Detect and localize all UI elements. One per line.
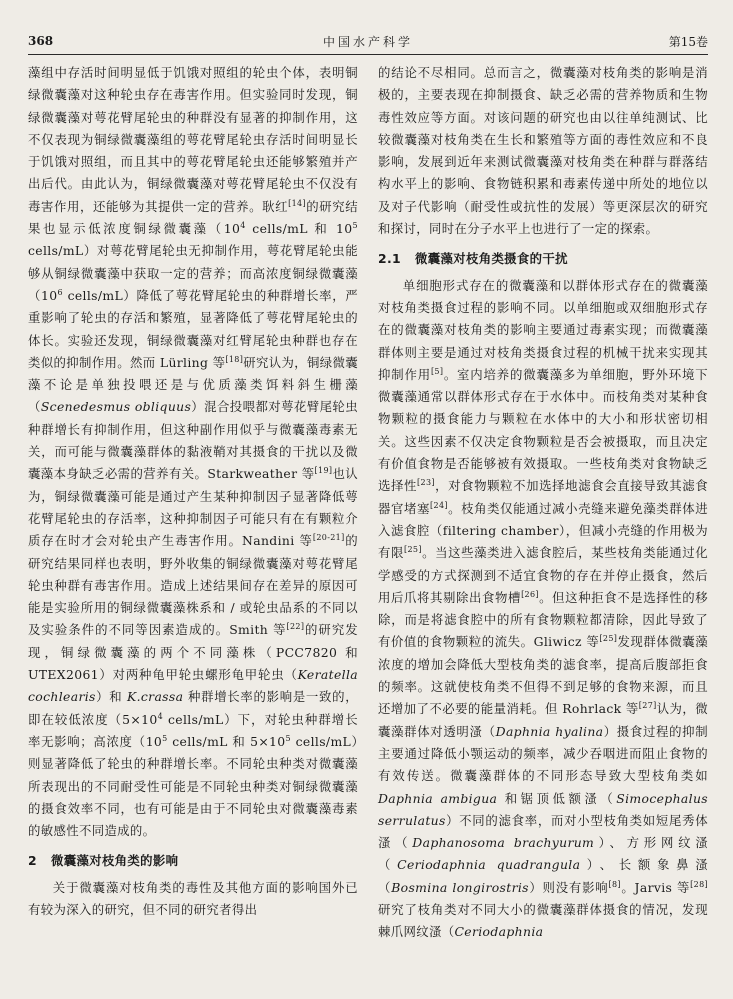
paragraph-continued: 的结论不尽相同。总而言之，微囊藻对枝角类的影响是消极的，主要表现在抑制摄食、缺乏必需的营养物质和生物毒性效应等方面。对该问题的研究也由以往单纯测试、比较微囊藻对枝角类在生长和繁殖等方面的毒性效应和不良影响，发展到近年来测试微囊藻对枝角类在种群与群落结构水平上的影响、食物链积累和毒素传递中所处的地位以及对子代影响（耐受性或抗性的发展）等更深层次的研究和探讨，同时在分子水平上也进行了一定的探索。 [378, 65, 708, 237]
page-number: 368 [28, 34, 54, 48]
paragraph: 单细胞形式存在的微囊藻和以群体形式存在的微囊藻对枝角类摄食过程的影响不同。以单细胞或双细胞形式存在的微囊藻对枝角类的影响主要通过毒素实现；而微囊藻群体则主要是通过对枝角类摄食过程的机械干扰来实现其抑制作用[5]。室内培养的微囊藻多为单细胞，野外环境下微囊藻通常以群体形式存在于水体中。而枝角类对某种食物颗粒的摄食能力与颗粒在水体中的大小和形状密切相关。这些因素不仅决定食物颗粒是否会被摄取，而且决定有价值食物是否能够被有效摄取。一些枝角类对食物缺乏选择性[23]，对食物颗粒不加选择地滤食会直接导致其滤食器官堵塞[24]。枝角类仅能通过减小壳缝来避免藻类群体进入滤食腔（filtering chamber），但减小壳缝的作用极为有限[25]。当这些藻类进入滤食腔后，某些枝角类能通过化学感受的方式探测到不适宜食物的存在并停止摄食，然后用后爪将其剔除出食物槽[26]。但这种拒食不是选择性的移除，而是将滤食腔中的所有食物颗粒都清除，因此导致了有价值的食物颗粒的流失。Gliwicz 等[25]发现群体微囊藻浓度的增加会降低大型枝角类的滤食率，提高后腹部拒食的频率。这就使枝角类不但得不到足够的食物来源，而且还增加了不必要的能量消耗。但 Rohrlack 等[27]认为，微囊藻群体对透明溞（Daphnia hyalina）摄食过程的抑制主要通过降低小颚运动的频率，减少吞咽进而阻止食物的有效传送。微囊藻群体的不同形态导致大型枝角类如 Daphnia ambigua 和锯顶低额溞（Simocephalus serrulatus）不同的滤食率，而对小型枝角类如短尾秀体溞（Daphanosoma brachyurum）、方形网纹溞（Ceriodaphnia quadrangula）、长额象鼻溞（Bosmina longirostris）则没有影响[8]。Jarvis 等[28]研究了枝角类对不同大小的微囊藻群体摄食的情况，发现棘爪网纹溞（Ceriodaphnia [378, 277, 709, 940]
volume-label: 第15卷 [668, 35, 708, 49]
section-heading-2-1: 2.1 微囊藻对枝角类摄食的干扰 [378, 251, 568, 267]
left-column [28, 62, 358, 921]
right-column [378, 62, 708, 944]
page-header [28, 30, 708, 55]
section-heading-2: 2 微囊藻对枝角类的影响 [28, 853, 179, 869]
paragraph: 关于微囊藻对枝角类的毒性及其他方面的影响国外已有较为深入的研究，但不同的研究者得出 [28, 879, 358, 917]
paragraph-continued: 藻组中存活时间明显低于饥饿对照组的轮虫个体，表明铜绿微囊藻对这种轮虫存在毒害作用。但实验同时发现，铜绿微囊藻对萼花臂尾轮虫的种群没有显著的抑制作用，这不仅表现为铜绿微囊藻组的萼花臂尾轮虫存活时间明显长于饥饿对照组，而且其中的萼花臂尾轮虫还能够繁殖并产出后代。由此认为，铜绿微囊藻对萼花臂尾轮虫不仅没有毒害作用，还能够为其提供一定的营养。耿红[14]的研究结果也显示低浓度铜绿微囊藻（$10^4$ cells/mL 和 $10^5$ cells/mL）对萼花臂尾轮虫无抑制作用，萼花臂尾轮虫能够从铜绿微囊藻中获取一定的营养；而高浓度铜绿微囊藻（$10^6$ cells/mL）降低了萼花臂尾轮虫的种群增长率，严重影响了轮虫的存活和繁殖，显著降低了萼花臂尾轮虫的体长。实验还发现，铜绿微囊藻对红臂尾轮虫种群也存在类似的抑制作用。然而 Lürling 等[18]研究认为，铜绿微囊藻不论是单独投喂还是与优质藻类饵料斜生栅藻（Scenedesmus obliquus）混合投喂都对萼花臂尾轮虫种群增长有抑制作用，但这种副作用似乎与微囊藻毒素无关，而可能与微囊藻群体的黏液鞘对其摄食的干扰以及微囊藻本身缺乏必需的营养有关。Starkweather 等[19]也认为，铜绿微囊藻可能是通过产生某种抑制因子显著降低萼花臂尾轮虫的存活率，这种抑制因子可能只有在有颗粒介质存在时才会对轮虫产生毒害作用。Nandini 等[20-21]的研究结果同样也表明，野外收集的铜绿微囊藻对萼花臂尾轮虫种群有毒害作用。造成上述结果间存在差异的原因可能是实验所用的铜绿微囊藻株系和 / 或轮虫品系的不同以及实验条件的不同等因素造成的。Smith 等[22]的研究发现，铜绿微囊藻的两个不同藻株（PCC7820 和 UTEX2061）对两种龟甲轮虫螺形龟甲轮虫（Keratella cochlearis）和 K.crassa 种群增长率的影响是一致的，即在较低浓度（$5\times 10^4$ cells/mL）下，对轮虫种群增长率无影响；高浓度（$10^5$ cells/mL 和 $5\times 10^5$ cells/mL）则显著降低了轮虫的种群增长率。不同轮虫种类对微囊藻所表现出的不同耐受性可能是不同轮虫种类对铜绿微囊藻的摄食效率不同，也有可能是由于不同轮虫对微囊藻毒素的敏感性不同造成的。 [28, 65, 358, 839]
journal-title: 中国水产科学 [322, 35, 413, 49]
